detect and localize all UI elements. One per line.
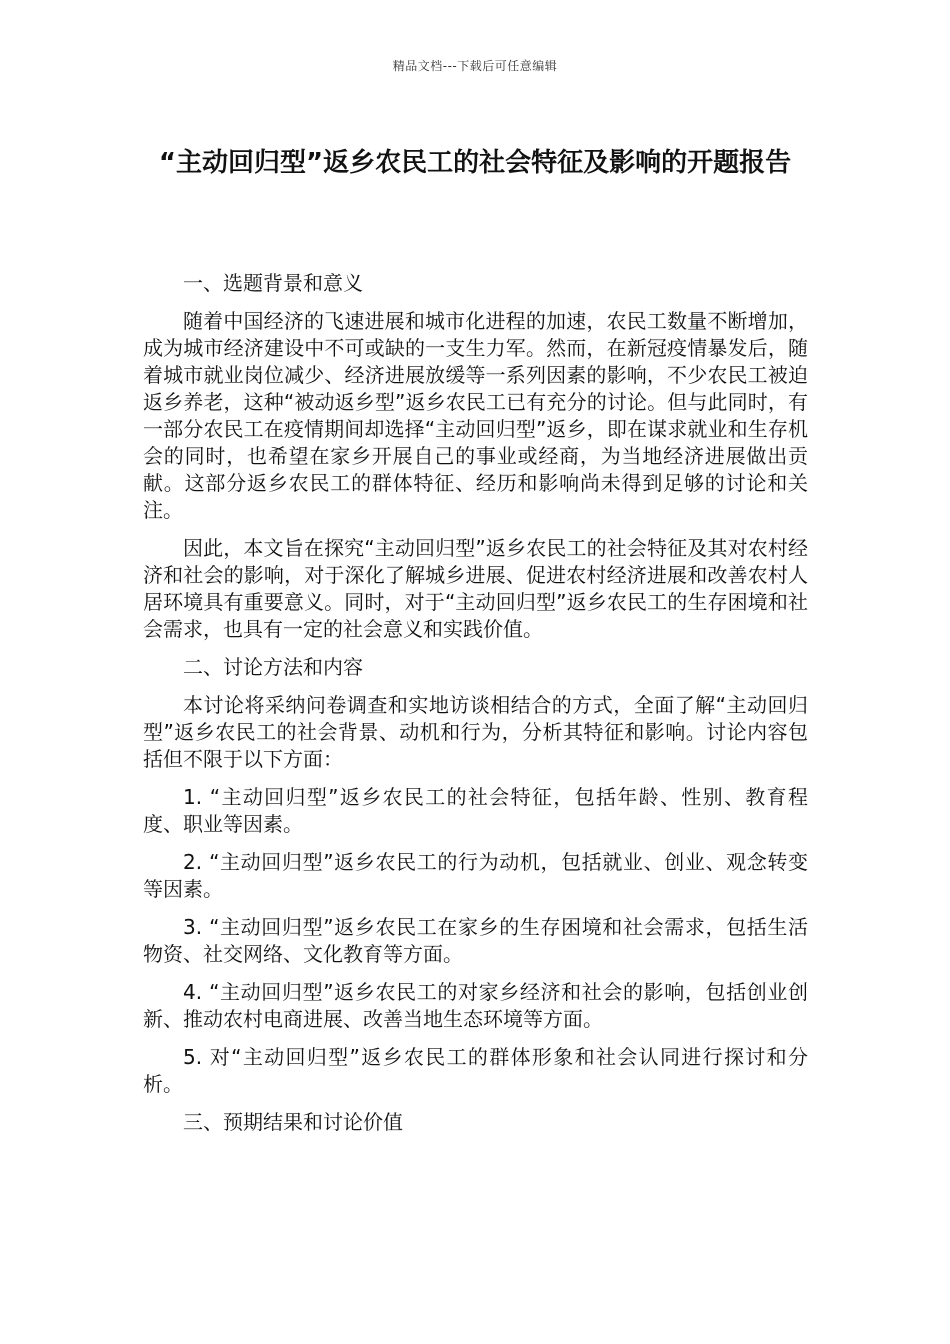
section-heading-1: 一、选题背景和意义: [183, 271, 363, 295]
page-header-note: 精品文档---下载后可任意编辑: [392, 59, 558, 73]
list-item-1: 1. “主动回归型”返乡农民工的社会特征，包括年龄、性别、教育程度、职业等因素。: [143, 785, 808, 836]
document-title: “主动回归型”返乡农民工的社会特征及影响的开题报告: [158, 148, 792, 178]
list-item-5: 5. 对“主动回归型”返乡农民工的群体形象和社会认同进行探讨和分析。: [143, 1045, 808, 1096]
document-body: [143, 270, 808, 1147]
paragraph-background: 随着中国经济的飞速进展和城市化进程的加速，农民工数量不断增加，成为城市经济建设中不可或缺的一支生力军。然而，在新冠疫情暴发后，随着城市就业岗位减少、经济进展放缓等一系列因素的影响，不少农民工被迫返乡养老，这种“被动返乡型”返乡农民工已有充分的讨论。但与此同时，有一部分农民工在疫情期间却选择“主动回归型”返乡，即在谋求就业和生存机会的同时，也希望在家乡开展自己的事业或经商，为当地经济进展做出贡献。这部分返乡农民工的群体特征、经历和影响尚未得到足够的讨论和关注。: [143, 309, 808, 522]
paragraph-method: 本讨论将采纳问卷调查和实地访谈相结合的方式，全面了解“主动回归型”返乡农民工的社会背景、动机和行为，分析其特征和影响。讨论内容包括但不限于以下方面：: [143, 693, 808, 771]
paragraph-significance: 因此，本文旨在探究“主动回归型”返乡农民工的社会特征及其对农村经济和社会的影响，对于深化了解城乡进展、促进农村经济进展和改善农村人居环境具有重要意义。同时，对于“主动回归型”返乡农民工的生存困境和社会需求，也具有一定的社会意义和实践价值。: [143, 536, 808, 641]
list-item-4: 4. “主动回归型”返乡农民工的对家乡经济和社会的影响，包括创业创新、推动农村电商进展、改善当地生态环境等方面。: [143, 980, 808, 1031]
list-item-2: 2. “主动回归型”返乡农民工的行为动机，包括就业、创业、观念转变等因素。: [143, 850, 808, 901]
list-item-3: 3. “主动回归型”返乡农民工在家乡的生存困境和社会需求，包括生活物资、社交网络、文化教育等方面。: [143, 915, 808, 966]
section-heading-3: 三、预期结果和讨论价值: [183, 1110, 403, 1134]
section-heading-2: 二、讨论方法和内容: [183, 655, 363, 679]
